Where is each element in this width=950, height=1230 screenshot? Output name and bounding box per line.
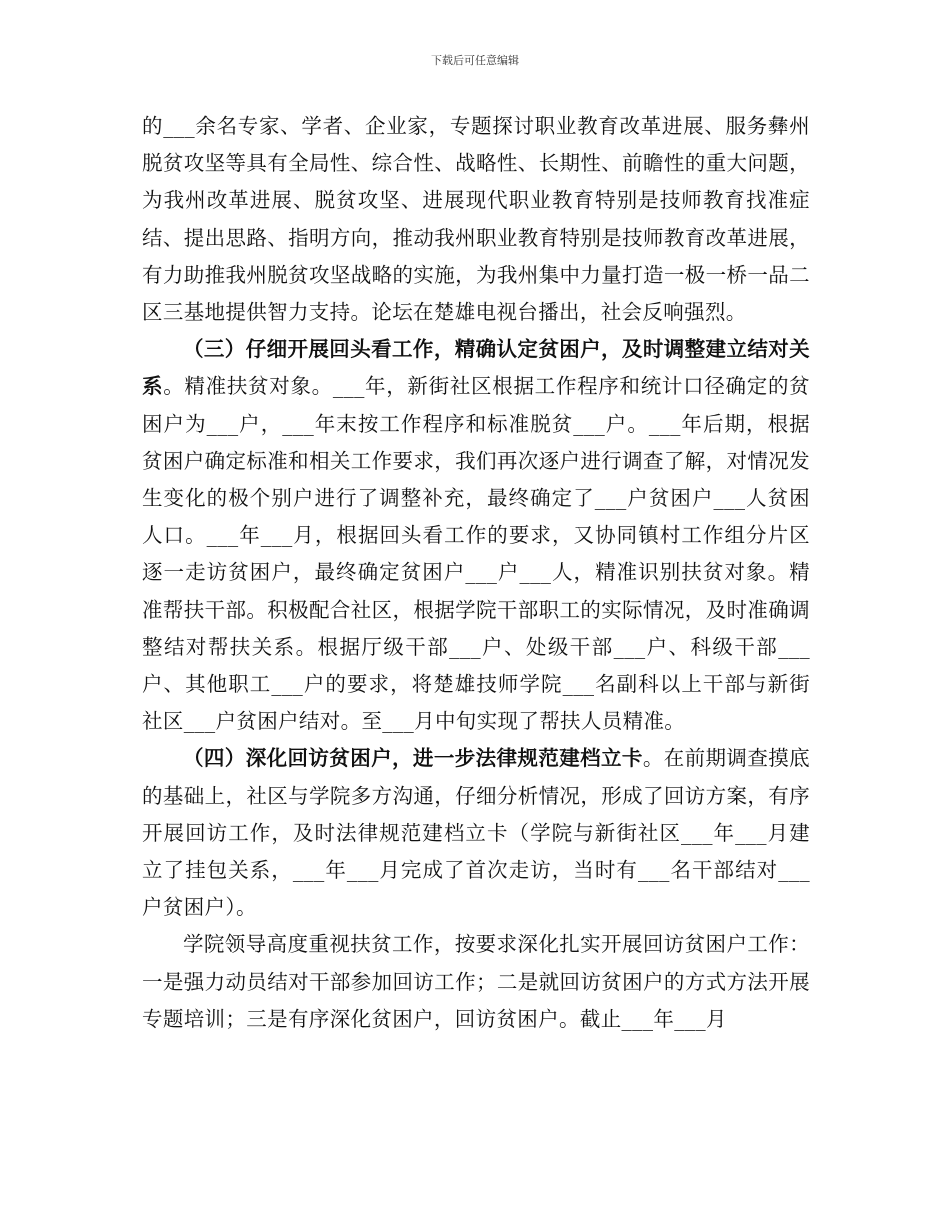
- paragraph-1: [142, 108, 810, 331]
- paragraph-3-heading: （四）深化回访贫困户，进一步法律规范建档立卡: [183, 746, 643, 771]
- paragraph-4: [142, 926, 810, 1038]
- paragraph-3: [142, 740, 810, 926]
- paragraph-4-text: 学院领导高度重视扶贫工作，按要求深化扎实开展回访贫困户工作：一是强力动员结对干部参加回访工作；二是就回访贫困户的方式方法开展专题培训；三是有序深化贫困户，回访贫困户。截止___年___月: [142, 932, 810, 1031]
- paragraph-1-text: 的___余名专家、学者、企业家，专题探讨职业教育改革进展、服务彝州脱贫攻坚等具有全局性、综合性、战略性、长期性、前瞻性的重大问题，为我州改革进展、脱贫攻坚、进展现代职业教育特别是技师教育找准症结、提出思路、指明方向，推动我州职业教育特别是技师教育改革进展，有力助推我州脱贫攻坚战略的实施，为我州集中力量打造一极一桥一品二区三基地提供智力支持。论坛在楚雄电视台播出，社会反响强烈。: [142, 114, 810, 325]
- paragraph-3-text: 。在前期调查摸底的基础上，社区与学院多方沟通，仔细分析情况，形成了回访方案，有序开展回访工作，及时法律规范建档立卡（学院与新街社区___年___月建立了挂包关系，___年___月完成了首次走访，当时有___名干部结对___户贫困户）。: [142, 746, 810, 920]
- paragraph-2-text: 。精准扶贫对象。___年，新街社区根据工作程序和统计口径确定的贫困户为___户，___年末按工作程序和标准脱贫___户。___年后期，根据贫困户确定标准和相关工作要求，我们再次逐户进行调查了解，对情况发生变化的极个别户进行了调整补充，最终确定了___户贫困户___人贫困人口。___年___月，根据回头看工作的要求，又协同镇村工作组分片区逐一走访贫困户，最终确定贫困户___户___人，精准识别扶贫对象。精准帮扶干部。积极配合社区，根据学院干部职工的实际情况，及时准确调整结对帮扶关系。根据厅级干部___户、处级干部___户、科级干部___户、其他职工___户的要求，将楚雄技师学院___名副科以上干部与新街社区___户贫困户结对。至___月中旬实现了帮扶人员精准。: [142, 374, 810, 734]
- paragraph-2-heading: （三）仔细开展回头看工作，精确认定贫困户，及时调整建立结对关系: [142, 337, 810, 399]
- paragraph-2: [142, 331, 810, 740]
- page-header: 下载后可任意编辑: [431, 54, 519, 67]
- document-body: [142, 108, 810, 1038]
